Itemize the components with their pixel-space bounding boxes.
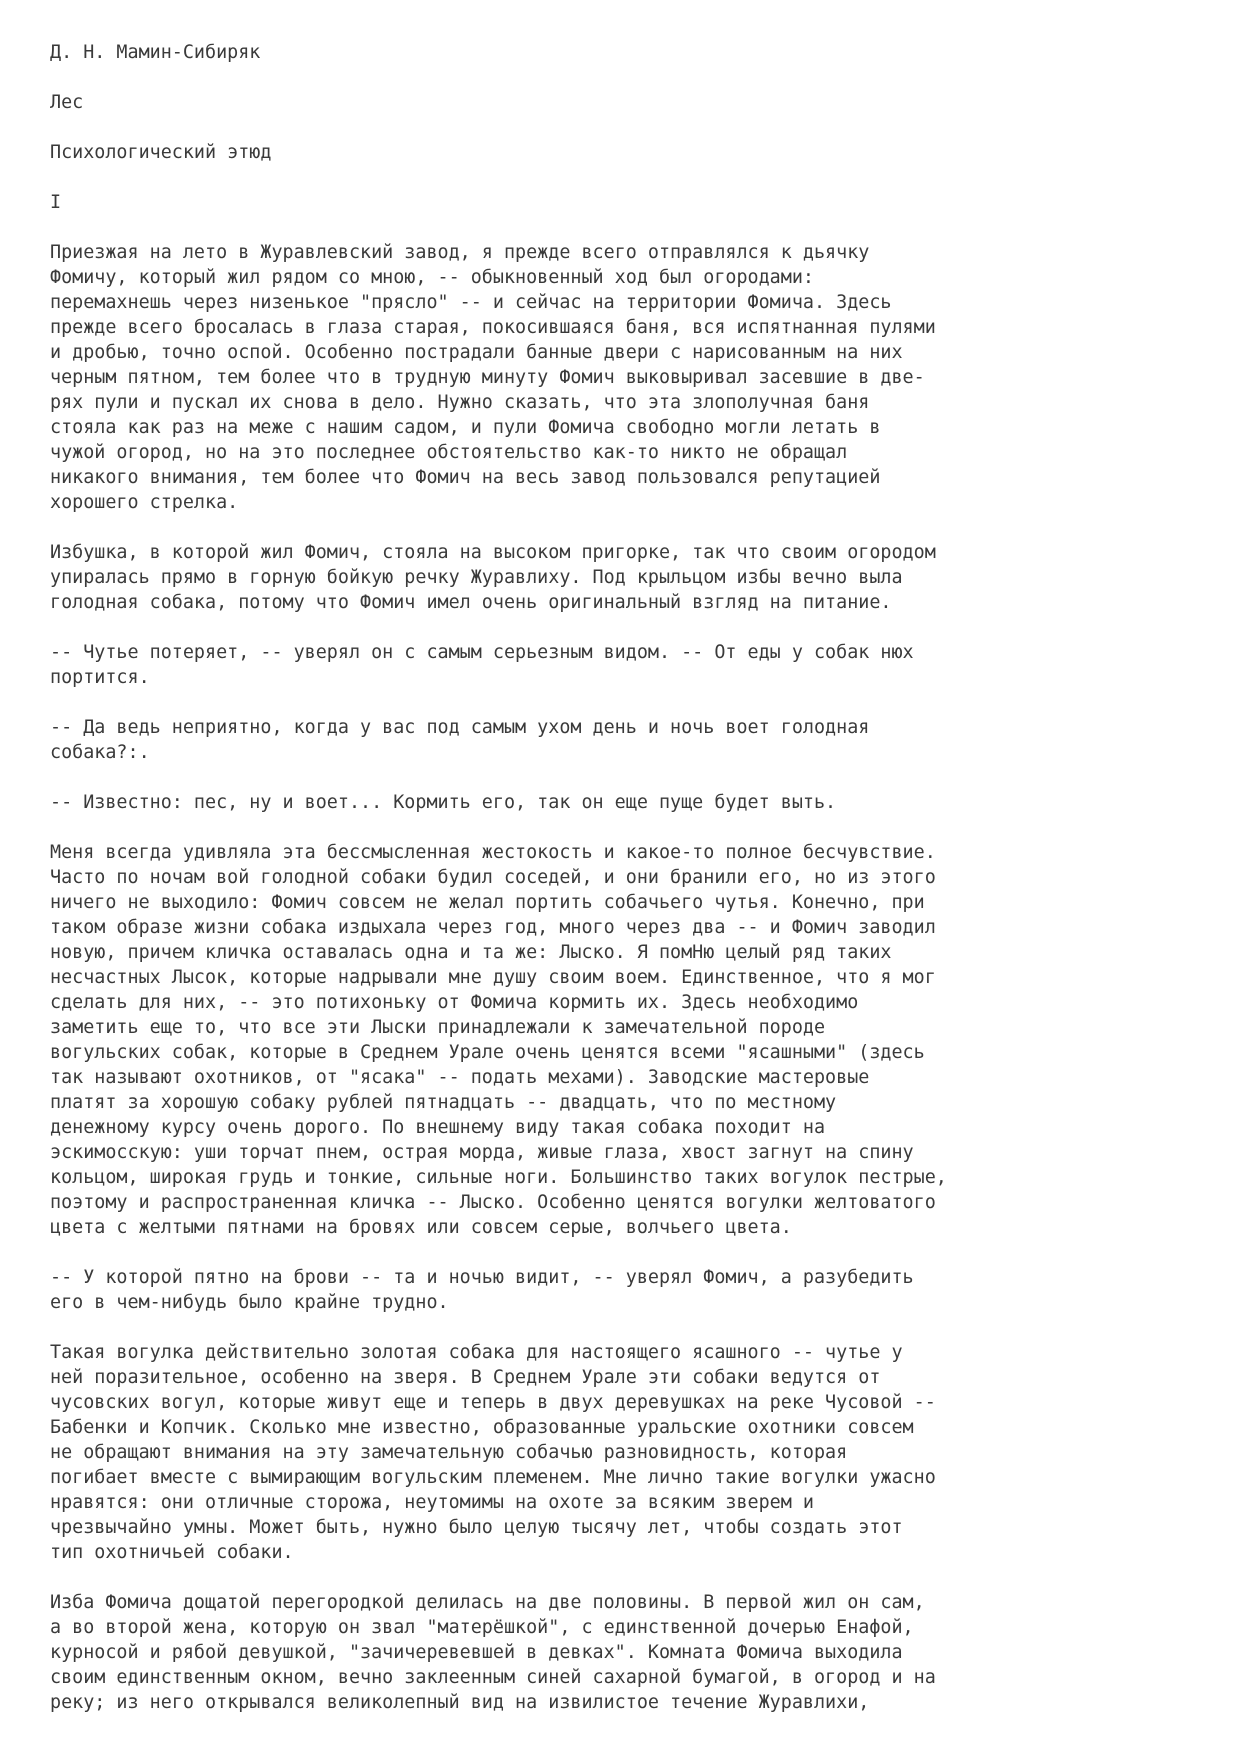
- text-line: хорошего стрелка.: [50, 492, 239, 513]
- text-line: поэтому и распространенная кличка -- Лыско. Особенно ценятся вогулки желтоватого: [50, 1192, 936, 1213]
- text-line: чусовских вогул, которые живут еще и теперь в двух деревушках на реке Чусовой --: [50, 1392, 936, 1413]
- text-line: своим единственным окном, вечно заклеенным синей сахарной бумагой, в огород и на: [50, 1667, 936, 1688]
- text-line: портится.: [50, 667, 150, 688]
- text-line: реку; из него открывался великолепный вид на извилистое течение Журавлихи,: [50, 1692, 870, 1713]
- chapter-number: I: [50, 192, 62, 213]
- text-line: тип охотничьей собаки.: [50, 1542, 294, 1563]
- text-line: стояла как раз на меже с нашим садом, и пули Фомича свободно могли летать в: [50, 417, 881, 438]
- text-line: цвета с желтыми пятнами на бровях или совсем серые, волчьего цвета.: [50, 1217, 792, 1238]
- text-line: упиралась прямо в горную бойкую речку Журавлиху. Под крыльцом избы вечно выла: [50, 567, 903, 588]
- text-line: и дробью, точно оспой. Особенно пострадали банные двери с нарисованным на них: [50, 342, 903, 363]
- chapter-line: [50, 190, 1210, 215]
- text-line: заметить еще то, что все эти Лыски принадлежали к замечательной породе: [50, 1017, 826, 1038]
- paragraph: [50, 840, 1210, 1240]
- text-line: перемахнешь через низенькое "прясло" -- и сейчас на территории Фомича. Здесь: [50, 292, 892, 313]
- document-page: [50, 40, 1210, 1740]
- title-line: [50, 90, 1210, 115]
- author-line: [50, 40, 1210, 65]
- text-line: -- Известно: пес, ну и воет... Кормить его, так он еще пуще будет выть.: [50, 792, 837, 813]
- text-line: эскимосскую: уши торчат пнем, острая морда, живые глаза, хвост загнут на спину: [50, 1142, 914, 1163]
- paragraph: [50, 240, 1210, 515]
- text-line: погибает вместе с вымирающим вогульским племенем. Мне лично такие вогулки ужасно: [50, 1467, 936, 1488]
- text-line: ней поразительное, особенно на зверя. В Среднем Урале эти собаки ведутся от: [50, 1367, 881, 1388]
- paragraph: [50, 715, 1210, 765]
- text-line: Такая вогулка действительно золотая собака для настоящего ясашного -- чутье у: [50, 1342, 903, 1363]
- paragraph: [50, 640, 1210, 690]
- subtitle-line: [50, 140, 1210, 165]
- text-line: кольцом, широкая грудь и тонкие, сильные ноги. Большинство таких вогулок пестрые,: [50, 1167, 947, 1188]
- text-line: никакого внимания, тем более что Фомич на весь завод пользовался репутацией: [50, 467, 881, 488]
- text-line: новую, причем кличка оставалась одна и та же: Лыско. Я помНю целый ряд таких: [50, 942, 892, 963]
- text-line: нравятся: они отличные сторожа, неутомимы на охоте за всяким зверем и: [50, 1492, 814, 1513]
- text-line: денежному курсу очень дорого. По внешнему виду такая собака походит на: [50, 1117, 826, 1138]
- paragraph: [50, 1265, 1210, 1315]
- text-line: прежде всего бросалась в глаза старая, покосившаяся баня, вся испятнанная пулями: [50, 317, 936, 338]
- text-line: таком образе жизни собака издыхала через год, много через два -- и Фомич заводил: [50, 917, 936, 938]
- text-line: Избушка, в которой жил Фомич, стояла на высоком пригорке, так что своим огородом: [50, 542, 936, 563]
- text-line: сделать для них, -- это потихоньку от Фомича кормить их. Здесь необходимо: [50, 992, 859, 1013]
- text-line: -- Чутье потеряет, -- уверял он с самым серьезным видом. -- От еды у собак нюх: [50, 642, 914, 663]
- text-line: рях пули и пускал их снова в дело. Нужно сказать, что эта злополучная баня: [50, 392, 870, 413]
- text-line: Фомичу, который жил рядом со мною, -- обыкновенный ход был огородами:: [50, 267, 814, 288]
- text-line: вогульских собак, которые в Среднем Урале очень ценятся всеми "ясашными" (здесь: [50, 1042, 925, 1063]
- text-line: курносой и рябой девушкой, "зачичеревевшей в девках". Комната Фомича выходила: [50, 1642, 903, 1663]
- text-line: Часто по ночам вой голодной собаки будил соседей, и они бранили его, но из этого: [50, 867, 936, 888]
- paragraph: [50, 1590, 1210, 1715]
- text-line: его в чем-нибудь было крайне трудно.: [50, 1292, 449, 1313]
- text-line: Изба Фомича дощатой перегородкой делилась на две половины. В первой жил он сам,: [50, 1592, 925, 1613]
- text-line: чужой огород, но на это последнее обстоятельство как-то никто не обращал: [50, 442, 848, 463]
- title: Лес: [50, 92, 84, 113]
- text-line: Бабенки и Копчик. Сколько мне известно, образованные уральские охотники совсем: [50, 1417, 914, 1438]
- text-line: так называют охотников, от "ясака" -- подать мехами). Заводские мастеровые: [50, 1067, 870, 1088]
- text-line: Меня всегда удивляла эта бессмысленная жестокость и какое-то полное бесчувствие.: [50, 842, 936, 863]
- body-text: [50, 240, 1210, 1715]
- text-line: черным пятном, тем более что в трудную минуту Фомич выковыривал засевшие в две-: [50, 367, 925, 388]
- paragraph: [50, 790, 1210, 815]
- subtitle: Психологический этюд: [50, 142, 272, 163]
- text-line: собака?:.: [50, 742, 150, 763]
- text-line: чрезвычайно умны. Может быть, нужно было целую тысячу лет, чтобы создать этот: [50, 1517, 903, 1538]
- text-line: голодная собака, потому что Фомич имел очень оригинальный взгляд на питание.: [50, 592, 892, 613]
- author: Д. Н. Мамин-Сибиряк: [50, 42, 261, 63]
- text-line: ничего не выходило: Фомич совсем не желал портить собачьего чутья. Конечно, при: [50, 892, 925, 913]
- text-line: Приезжая на лето в Журавлевский завод, я прежде всего отправлялся к дьячку: [50, 242, 870, 263]
- text-line: не обращают внимания на эту замечательную собачью разновидность, которая: [50, 1442, 848, 1463]
- text-line: а во второй жена, которую он звал "матерёшкой", с единственной дочерью Енафой,: [50, 1617, 914, 1638]
- text-line: -- Да ведь неприятно, когда у вас под самым ухом день и ночь воет голодная: [50, 717, 870, 738]
- paragraph: [50, 1340, 1210, 1565]
- paragraph: [50, 540, 1210, 615]
- text-line: несчастных Лысок, которые надрывали мне душу своим воем. Единственное, что я мог: [50, 967, 936, 988]
- text-line: -- У которой пятно на брови -- та и ночью видит, -- уверял Фомич, а разубедить: [50, 1267, 914, 1288]
- text-line: платят за хорошую собаку рублей пятнадцать -- двадцать, что по местному: [50, 1092, 837, 1113]
